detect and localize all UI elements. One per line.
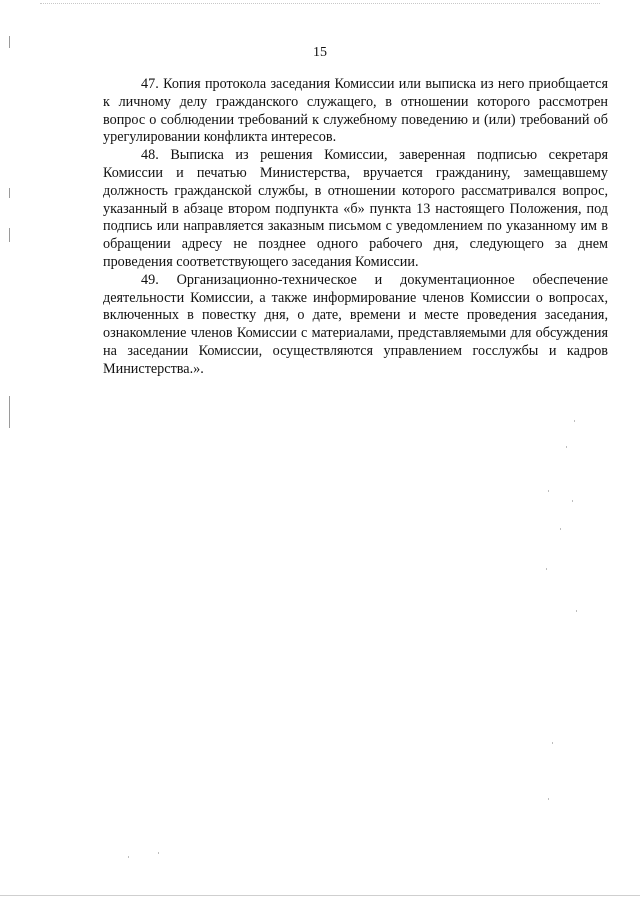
scan-speck bbox=[128, 856, 129, 858]
paragraph-48: 48. Выписка из решения Комиссии, заверенная подписью секретаря Комиссии и печатью Министерства, вручается гражданину, замещавшему должность гражданской службы, в отношении которого рассматривался вопрос, указанный в абзаце втором подпункта «б» пункта 13 настоящего Положения, под подпись или направляется заказным письмом с уведомлением по указанному им в обращении адресу не позднее одного рабочего дня, следующего за днем проведения соответствующего заседания Комиссии. bbox=[103, 147, 608, 270]
scan-margin-mark bbox=[9, 228, 10, 242]
scan-speck bbox=[548, 798, 549, 800]
scan-speck bbox=[548, 490, 549, 492]
paragraph-49: 49. Организационно-техническое и документационное обеспечение деятельности Комиссии, а также информирование членов Комиссии о вопросах, включенных в повестку дня, о дате, времени и месте проведения заседания, ознакомление членов Комиссии с материалами, представляемыми для обсуждения на заседании Комиссии, осуществляются управлением госслужбы и кадров Министерства.». bbox=[103, 271, 608, 377]
scan-speck bbox=[572, 500, 573, 502]
scan-edge-top bbox=[40, 3, 600, 4]
paragraph-47: 47. Копия протокола заседания Комиссии или выписка из него приобщается к личному делу гражданского служащего, в отношении которого рассмотрен вопрос о соблюдении требований к служебному поведению и (или) требований об урегулировании конфликта интересов. bbox=[103, 76, 608, 146]
document-body bbox=[103, 76, 608, 379]
scan-margin-mark bbox=[9, 396, 10, 428]
page-number: 15 bbox=[313, 45, 327, 60]
scan-speck bbox=[552, 742, 553, 744]
scan-speck bbox=[158, 852, 159, 854]
scan-speck bbox=[566, 446, 567, 448]
scan-speck bbox=[546, 568, 547, 570]
scan-edge-bottom bbox=[0, 895, 640, 896]
scan-speck bbox=[576, 610, 577, 612]
scan-margin-mark bbox=[9, 188, 10, 198]
scan-speck bbox=[574, 420, 575, 422]
scan-speck bbox=[560, 528, 561, 530]
